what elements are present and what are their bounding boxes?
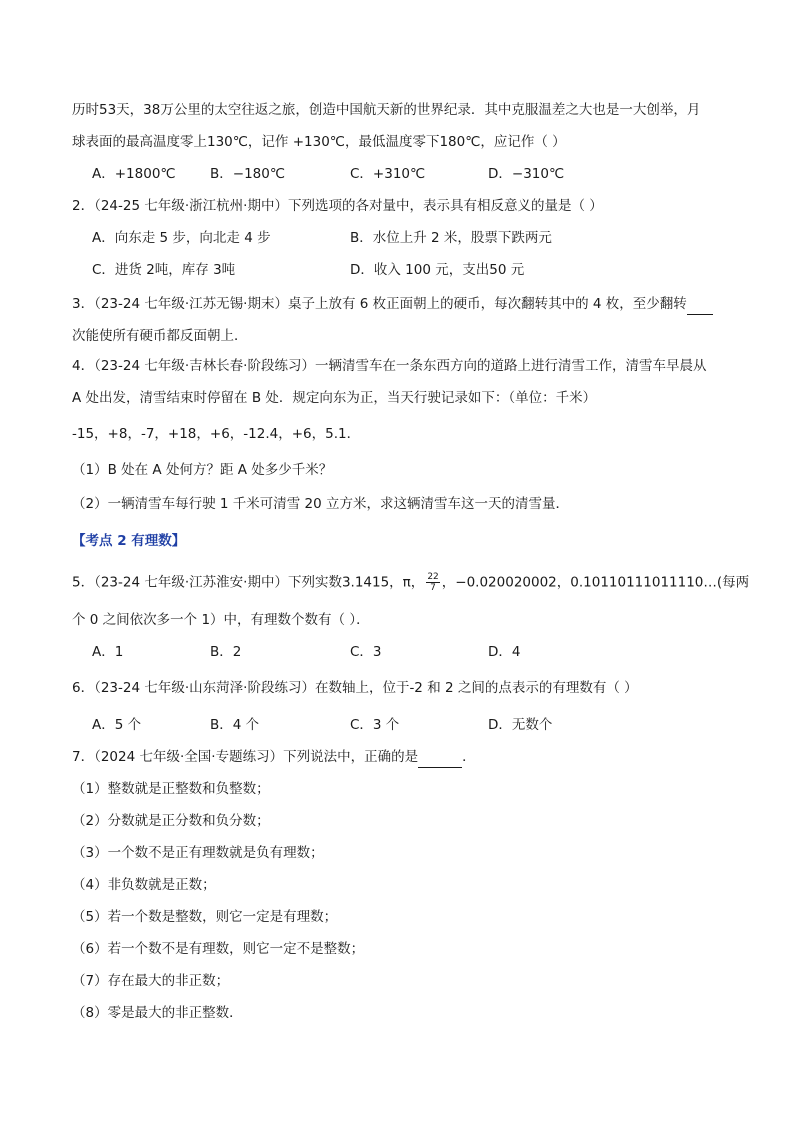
q2-option-a: A．向东走 5 步，向北走 4 步 <box>92 230 271 246</box>
q5-option-c: C．3 <box>350 644 382 660</box>
q7-item-1: （1）整数就是正整数和负整数； <box>72 781 270 797</box>
q3-stem-line2: 次能使所有硬币都反面朝上． <box>72 328 248 344</box>
q1-option-a: A．+1800℃ <box>92 166 176 182</box>
q1-option-b: B．−180℃ <box>210 166 286 182</box>
q6-option-b: B．4 个 <box>210 717 260 733</box>
q5-options <box>92 642 734 662</box>
q7-item-2: （2）分数就是正分数和负分数； <box>72 813 270 829</box>
q4-subquestion-1: （1）B 处在 A 处何方？距 A 处多少千米？ <box>72 462 333 478</box>
q2-options-row1 <box>92 228 734 248</box>
q1-option-c: C．+310℃ <box>350 166 426 182</box>
q4-stem-line2: A 处出发，清雪结束时停留在 B 处．规定向东为正，当天行驶记录如下：（单位：千米） <box>72 390 597 406</box>
q5-stem-text-b: ，−0.020020002，0.10110111011110…(每两 <box>441 574 750 591</box>
q2-option-b: B．水位上升 2 米，股票下跌两元 <box>350 230 552 246</box>
q5-fraction-numerator: 22 <box>427 572 439 582</box>
q7-stem <box>72 747 724 768</box>
q1-options <box>92 164 734 184</box>
q6-options <box>92 715 734 735</box>
q2-option-d: D．收入 100 元，支出50 元 <box>350 262 525 278</box>
q7-answer-blank <box>418 747 462 768</box>
q5-fraction-denominator: 7 <box>430 583 436 593</box>
q6-stem: 6．（23-24 七年级·山东菏泽·阶段练习）在数轴上，位于-2 和 2 之间的点表示的有理数有（ ） <box>72 680 638 696</box>
q6-option-a: A．5 个 <box>92 717 142 733</box>
q6-option-d: D．无数个 <box>488 717 553 733</box>
q5-option-a: A．1 <box>92 644 124 660</box>
q7-item-3: （3）一个数不是正有理数就是负有理数； <box>72 845 324 861</box>
q2-option-c: C．进货 2吨，库存 3吨 <box>92 262 236 278</box>
q7-item-4: （4）非负数就是正数； <box>72 877 216 893</box>
q2-options-row2 <box>92 260 734 280</box>
q7-item-7: （7）存在最大的非正数； <box>72 973 230 989</box>
q5-stem-line2: 个 0 之间依次多一个 1）中，有理数个数有（ ）． <box>72 612 370 628</box>
q2-stem: 2．（24-25 七年级·浙江杭州·期中）下列选项的各对量中，表示具有相反意义的量是（ ） <box>72 198 603 214</box>
q1-text-line1: 历时53天，38万公里的太空往返之旅，创造中国航天新的世界纪录．其中克服温差之大也是一大创举，月 <box>72 102 701 118</box>
q5-stem-line1 <box>72 572 750 593</box>
q3-answer-blank <box>687 294 713 315</box>
q7-stem-end: ． <box>462 749 476 765</box>
q5-option-b: B．2 <box>210 644 242 660</box>
q1-option-d: D．−310℃ <box>488 166 565 182</box>
q7-item-8: （8）零是最大的非正整数． <box>72 1005 243 1021</box>
q7-stem-text: 7．（2024 七年级·全国·专题练习）下列说法中，正确的是 <box>72 749 419 765</box>
q4-stem-line1: 4．（23-24 七年级·吉林长春·阶段练习）一辆清雪车在一条东西方向的道路上进行清雪工作，清雪车早晨从 <box>72 358 707 374</box>
q5-option-d: D．4 <box>488 644 521 660</box>
q4-records: -15，+8，-7，+18，+6，-12.4，+6，5.1． <box>72 426 361 442</box>
section-heading-rational-numbers: 【考点 2 有理数】 <box>72 533 186 549</box>
q6-option-c: C．3 个 <box>350 717 400 733</box>
q3-stem-text: 3．（23-24 七年级·江苏无锡·期末）桌子上放有 6 枚正面朝上的硬币，每次翻转其中的 4 枚，至少翻转 <box>72 296 687 312</box>
q5-stem-text-a: 5．（23-24 七年级·江苏淮安·期中）下列实数3.1415，π， <box>72 574 425 591</box>
q4-subquestion-2: （2）一辆清雪车每行驶 1 千米可清雪 20 立方米，求这辆清雪车这一天的清雪量． <box>72 496 570 512</box>
q5-fraction <box>426 572 439 593</box>
q3-stem-line1 <box>72 294 724 315</box>
q7-item-5: （5）若一个数是整数，则它一定是有理数； <box>72 909 338 925</box>
q7-item-6: （6）若一个数不是有理数，则它一定不是整数； <box>72 941 365 957</box>
q1-text-line2: 球表面的最高温度零上130℃，记作 +130℃，最低温度零下180℃，应记作（ ） <box>72 134 566 150</box>
